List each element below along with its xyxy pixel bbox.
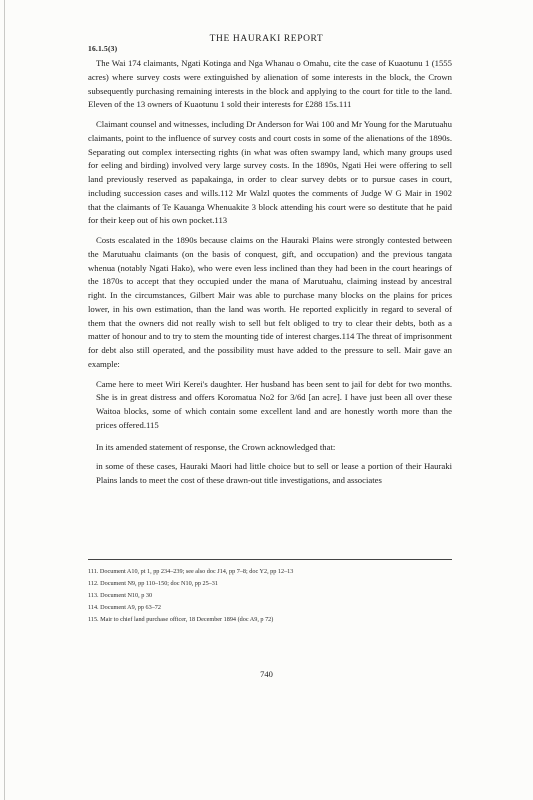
page-edge (4, 0, 5, 800)
footnote-111: 111. Document A10, pt 1, pp 234–239; see also doc J14, pp 7–8; doc Y2, pp 12–13 (88, 568, 294, 575)
running-head: THE HAURAKI REPORT (209, 34, 324, 44)
paragraph-2: Claimant counsel and witnesses, including Dr Anderson for Wai 100 and Mr Young for the Marutuahu claimants, point to the influence of survey costs and court costs in some of the alienations of the 1890s. Separating out complex intersecting rights (in what was often swampy land, which many groups used for eeling and birding) involved very large survey costs. In the 1890s, Ngati Hei were offering to sell land previously reserved as papakainga, in order to clear survey debts or to pursue cases in court, including succession cases and wills.112 Mr Walzl quotes the comments of Judge W G Mair in 1902 that the claimants of Te Kauanga Whenuakite 3 block attending his court were so destitute that he paid for their keep out of his own pocket.113 (88, 119, 452, 226)
footnote-114: 114. Document A9, pp 63–72 (88, 604, 161, 611)
paragraph-3: Costs escalated in the 1890s because claims on the Hauraki Plains were strongly contested between the Marutuahu claimants (on the basis of conquest, gift, and occupation) and the previous tangata whenua (notably Ngati Hako), who were even less inclined than they had been in the court hearings of the 1870s to accept that they occupied under the mana of Marutuahu, claiming instead by ancestral right. In the circumstances, Gilbert Mair was able to purchase many blocks on the plains for prices lower, in his own estimation, than the land was worth. He reported explicitly in regard to several of them that the owners did not really wish to sell but felt obliged to try to clear their debts, both as a matter of honour and to try to stem the mounting tide of interest charges.114 The threat of imprisonment for debt also still operated, and the possibility must have added to the pressure to sell. Mair gave an example: (88, 235, 452, 369)
paragraph-1: The Wai 174 claimants, Ngati Kotinga and Nga Whanau o Omahu, cite the case of Kuaotunu 1 (1555 acres) where survey costs were extinguished by alienation of some interests in the block, the Crown subsequently purchasing remaining interests in the block and applying to the court for title to the land. Eleven of the 13 owners of Kuaotunu 1 sold their interests for £288 15s.111 (88, 58, 452, 110)
footnote-115: 115. Mair to chief land purchase officer, 18 December 1894 (doc A9, p 72) (88, 616, 274, 623)
paragraph-4: In its amended statement of response, the Crown acknowledged that: (96, 441, 336, 452)
footnote-rule (88, 559, 452, 560)
footnote-112: 112. Document N9, pp 110–150; doc N10, pp 25–31 (88, 580, 218, 587)
block-quote-1: Came here to meet Wiri Kerei's daughter. Her husband has been sent to jail for debt for two months. She is in great distress and offers Koromatua No2 for 3/6d [an acre]. I have just been all over these Waitoa blocks, some of which contain some excellent land and are honestly worth more than the prices offered.115 (96, 378, 452, 430)
section-reference: 16.1.5(3) (88, 44, 118, 53)
footnote-113: 113. Document N10, p 30 (88, 592, 153, 599)
footnotes (88, 566, 452, 626)
block-quote-2: in some of these cases, Hauraki Maori had little choice but to sell or lease a portion of their Hauraki Plains lands to meet the cost of these drawn-out title investigations, and associates (96, 461, 452, 485)
body-text (88, 57, 452, 496)
page-number: 740 (260, 669, 273, 679)
